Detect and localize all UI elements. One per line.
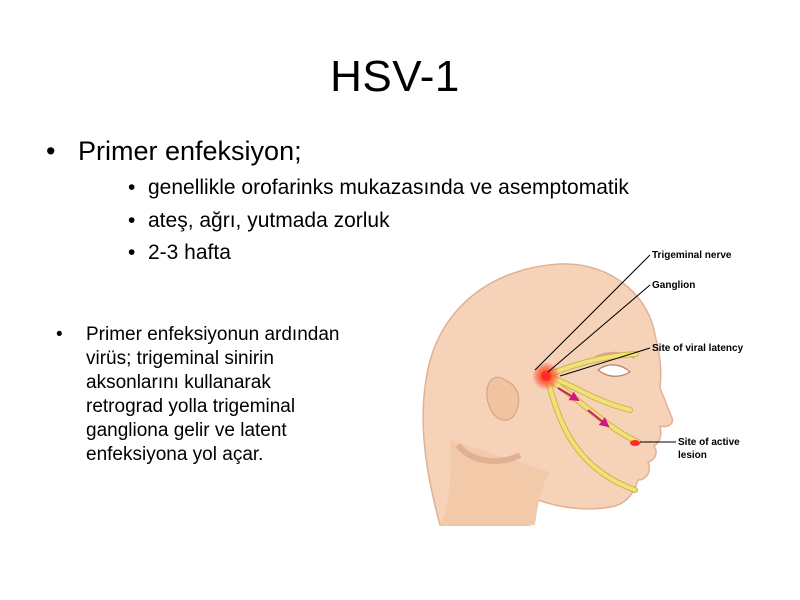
label-site-of-active-lesion-line2: lesion bbox=[678, 450, 707, 461]
bullet-glyph: • bbox=[56, 324, 63, 345]
bullet-line: gangliona gelir ve latent bbox=[86, 420, 287, 441]
label-ganglion: Ganglion bbox=[652, 280, 696, 291]
sub-bullet-text: genellikle orofarinks mukazasında ve asemptomatik bbox=[148, 176, 629, 199]
label-trigeminal-nerve: Trigeminal nerve bbox=[652, 250, 732, 261]
sub-bullet-3 bbox=[128, 241, 231, 265]
label-site-of-viral-latency: Site of viral latency bbox=[652, 343, 744, 354]
bullet-glyph: • bbox=[128, 176, 136, 199]
active-lesion bbox=[630, 440, 640, 446]
bullet-primary-infection bbox=[46, 136, 302, 167]
head-nerve-illustration bbox=[410, 240, 790, 540]
ganglion bbox=[541, 371, 551, 381]
sub-bullet-2 bbox=[128, 209, 390, 233]
bullet-glyph: • bbox=[46, 136, 56, 166]
bullet-text-block bbox=[86, 323, 396, 467]
sub-bullet-text: 2-3 hafta bbox=[148, 241, 231, 264]
label-site-of-active-lesion: Site of active bbox=[678, 437, 740, 448]
slide-title: HSV-1 bbox=[330, 52, 460, 101]
bullet-line: Primer enfeksiyonun ardından bbox=[86, 324, 340, 345]
bullet-text: Primer enfeksiyon; bbox=[78, 136, 302, 166]
bullet-line: aksonlarını kullanarak bbox=[86, 372, 271, 393]
bullet-glyph: • bbox=[128, 209, 136, 232]
bullet-line: retrograd yolla trigeminal bbox=[86, 396, 296, 417]
bullet-line: virüs; trigeminal sinirin bbox=[86, 348, 274, 369]
sub-bullet-text: ateş, ağrı, yutmada zorluk bbox=[148, 209, 390, 232]
bullet-glyph: • bbox=[128, 241, 136, 264]
bullet-latency-explanation bbox=[56, 323, 396, 467]
bullet-line: enfeksiyona yol açar. bbox=[86, 444, 264, 465]
sub-bullet-1 bbox=[128, 176, 629, 200]
